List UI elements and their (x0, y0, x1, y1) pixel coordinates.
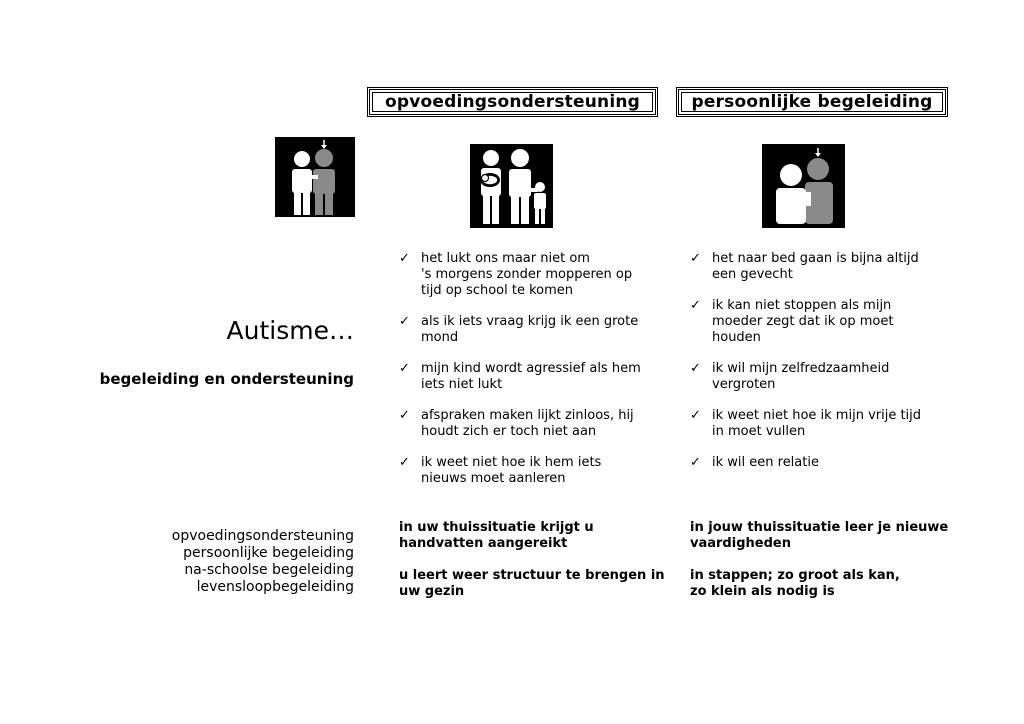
service-item: opvoedingsondersteuning (171, 528, 354, 544)
list-item (399, 408, 659, 440)
list-item-text: het lukt ons maar niet om 's morgens zonder mopperen op tijd op school te komen (421, 251, 633, 298)
list-item-text: ik wil mijn zelfredzaamheid vergroten (712, 361, 890, 392)
list-item (690, 298, 950, 346)
person-with-arrow-icon (762, 144, 845, 228)
service-item: levensloopbegeleiding (196, 579, 354, 595)
col2-footer-vaardigheden: in jouw thuissituatie leer je nieuwe vaardigheden (690, 520, 949, 551)
checkmark-icon: ✓ (399, 455, 410, 470)
column-header-label: persoonlijke begeleiding (691, 92, 933, 112)
checkmark-icon: ✓ (399, 314, 410, 329)
list-item-text: ik kan niet stoppen als mijn moeder zegt dat ik op moet houden (712, 298, 894, 345)
column-header-opvoedingsondersteuning (367, 87, 658, 117)
checkmark-icon: ✓ (690, 408, 701, 423)
checkmark-icon: ✓ (690, 298, 701, 313)
checkmark-icon: ✓ (399, 361, 410, 376)
service-item: persoonlijke begeleiding (183, 545, 354, 561)
adult-and-person-with-arrow-icon (275, 137, 355, 217)
checkmark-icon: ✓ (690, 251, 701, 266)
col1-footer-structuur: u leert weer structuur te brengen in uw gezin (399, 568, 665, 599)
list-item (690, 361, 950, 393)
list-item (399, 455, 659, 487)
checkmark-icon: ✓ (690, 361, 701, 376)
page-title: Autisme… (226, 316, 354, 345)
list-item-text: als ik iets vraag krijg ik een grote mond (421, 314, 639, 345)
list-item-text: mijn kind wordt agressief als hem iets niet lukt (421, 361, 641, 392)
list-item-text: ik weet niet hoe ik hem iets nieuws moet aanleren (421, 455, 602, 486)
list-item (690, 408, 950, 440)
list-item-text: ik weet niet hoe ik mijn vrije tijd in moet vullen (712, 408, 922, 439)
checkmark-icon: ✓ (399, 251, 410, 266)
list-item-text: afspraken maken lijkt zinloos, hij houdt zich er toch niet aan (421, 408, 634, 439)
list-item (399, 251, 659, 299)
col2-footer-stappen: in stappen; zo groot als kan, zo klein als nodig is (690, 568, 900, 599)
service-item: na-schoolse begeleiding (184, 562, 354, 578)
column-header-label: opvoedingsondersteuning (384, 92, 641, 112)
list-item (690, 251, 950, 283)
list-item (399, 361, 659, 393)
column-header-persoonlijke-begeleiding (676, 87, 948, 117)
page-subtitle: begeleiding en ondersteuning (99, 370, 354, 388)
family-with-baby-and-child-icon (470, 144, 553, 228)
services-list (172, 528, 354, 596)
list-item (690, 455, 950, 471)
col1-footer-handvatten: in uw thuissituatie krijgt u handvatten aangereikt (399, 520, 594, 551)
list-item (399, 314, 659, 346)
list-item-text: ik wil een relatie (712, 455, 819, 470)
checkmark-icon: ✓ (399, 408, 410, 423)
checkmark-icon: ✓ (690, 455, 701, 470)
list-item-text: het naar bed gaan is bijna altijd een gevecht (712, 251, 919, 282)
